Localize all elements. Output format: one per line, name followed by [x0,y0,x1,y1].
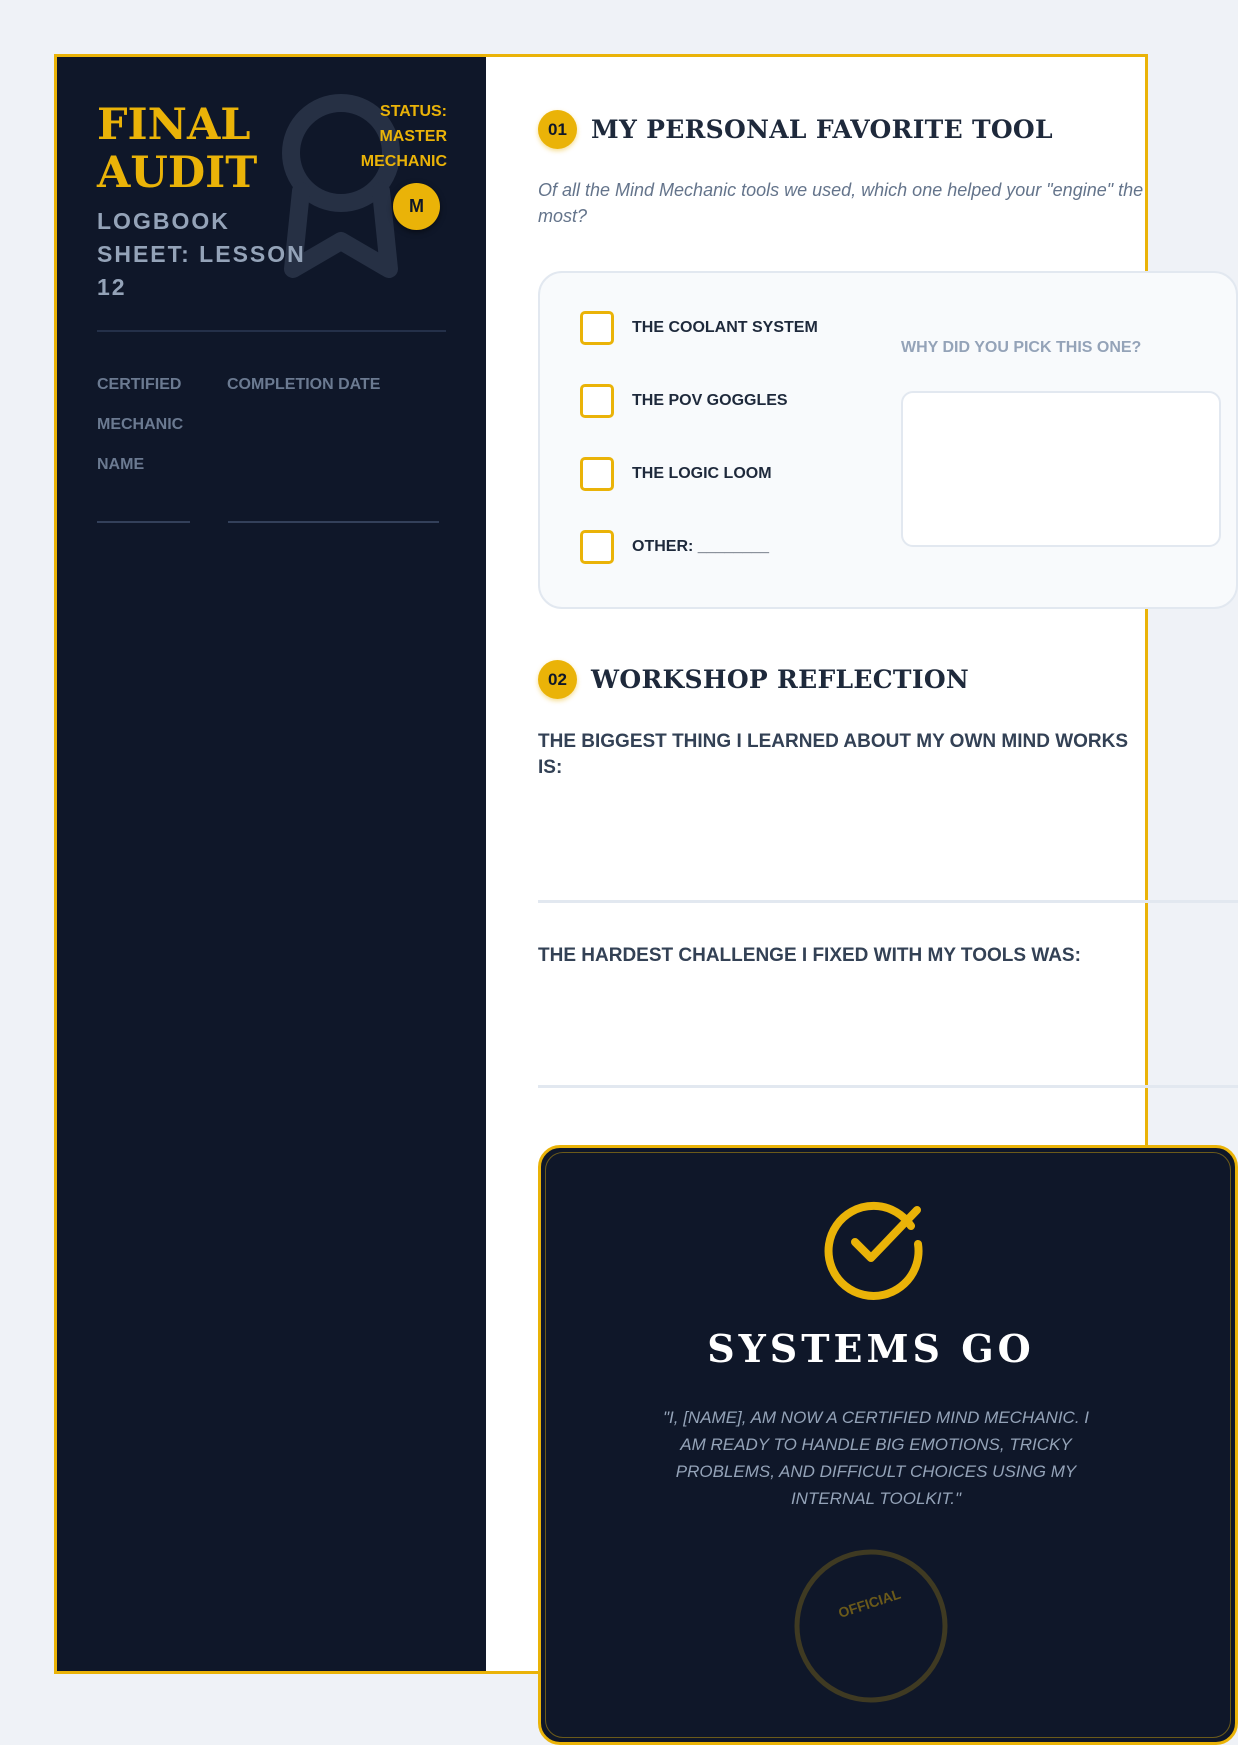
section-number-badge: 02 [538,660,577,699]
logbook-sheet [54,54,1148,1674]
checkbox[interactable] [580,384,614,418]
tool-choice-box [538,271,1238,609]
name-field-line[interactable] [97,521,190,523]
checkbox[interactable] [580,457,614,491]
date-field-label: COMPLETION DATE [227,376,381,393]
section-title: WORKSHOP REFLECTION [591,665,970,694]
certificate-pledge: "I, [NAME], AM NOW A CERTIFIED MIND MECHANIC. I AM READY TO HANDLE BIG EMOTIONS, TRICKY PROBLEMS, AND DIFFICULT CHOICES USING MY INTERNAL TOOLKIT." [662,1408,1089,1508]
option-label: THE COOLANT SYSTEM [632,319,818,336]
sidebar [57,57,486,1671]
section-1-header [538,110,1053,149]
option-pov-goggles[interactable] [580,384,788,418]
section-title: MY PERSONAL FAVORITE TOOL [591,115,1053,144]
option-coolant[interactable] [580,311,818,345]
section-question: Of all the Mind Mechanic tools we used, which one helped your "engine" the most? [538,180,1144,226]
page-title: FINAL AUDIT [97,100,258,198]
why-label: WHY DID YOU PICK THIS ONE? [901,339,1142,356]
option-other[interactable] [580,530,769,564]
learned-prompt: THE BIGGEST THING I LEARNED ABOUT MY OWN MIND WORKS IS: [538,731,1129,778]
challenge-answer-line[interactable] [538,1085,1238,1088]
why-answer-field[interactable] [901,391,1221,547]
status-text: STATUS: MASTER MECHANIC [360,103,447,170]
option-label: THE LOGIC LOOM [632,465,772,482]
check-circle-icon [821,1192,925,1296]
systems-go-card [538,1145,1238,1745]
main-content [486,57,1145,1671]
challenge-prompt: THE HARDEST CHALLENGE I FIXED WITH MY TOOLS WAS: [538,945,1081,966]
section-2-header [538,660,969,699]
option-logic-loom[interactable] [580,457,772,491]
section-number-badge: 01 [538,110,577,149]
checkbox[interactable] [580,311,614,345]
page-subtitle: LOGBOOK SHEET: LESSON 12 [97,208,306,300]
option-label: THE POV GOGGLES [632,392,788,409]
date-field-line[interactable] [228,521,439,523]
learned-answer-line[interactable] [538,900,1238,903]
name-field-label: CERTIFIED MECHANIC NAME [97,376,184,473]
certificate-title: SYSTEMS GO [707,1326,1035,1371]
seal-text: OFFICIAL [836,1585,903,1621]
mechanic-badge: M [393,183,440,230]
official-seal-icon [791,1546,951,1706]
checkbox[interactable] [580,530,614,564]
option-label: OTHER: ________ [632,538,769,555]
sidebar-divider [97,330,446,332]
